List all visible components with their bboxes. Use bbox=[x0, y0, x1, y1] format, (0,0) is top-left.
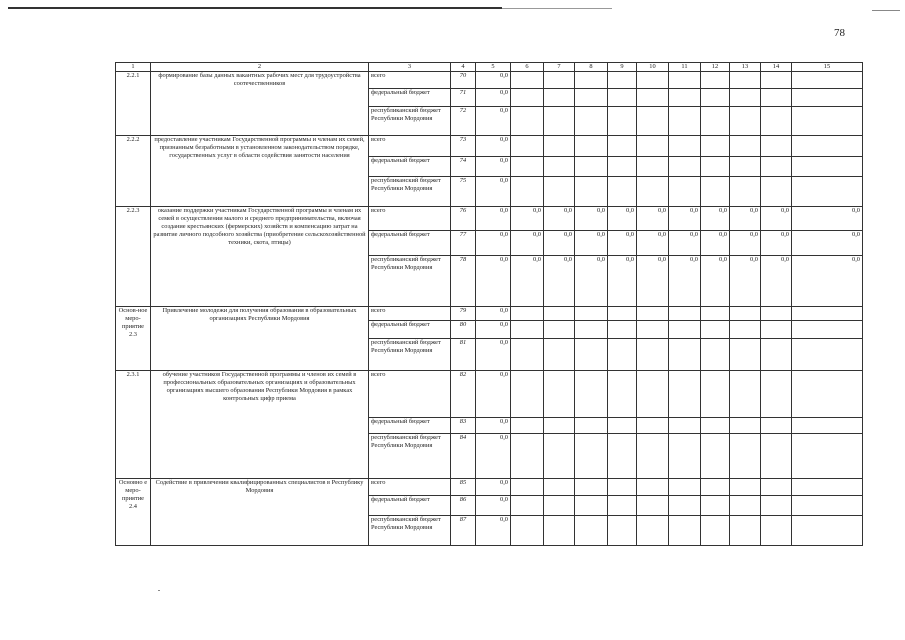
value-cell bbox=[669, 434, 701, 479]
activity-name: обучение участников Государственной программы и членов их семей в профессиональных образовательных организациях и образовательных организациях высшего образования Республики Мордовия в рамках контрольных цифр приема bbox=[151, 371, 369, 479]
value-cell bbox=[637, 107, 669, 136]
value-cell bbox=[575, 434, 608, 479]
value-cell bbox=[608, 434, 637, 479]
value-cell: 0,0 bbox=[476, 339, 511, 371]
value-cell bbox=[637, 89, 669, 107]
value-cell bbox=[511, 479, 544, 496]
value-cell bbox=[575, 136, 608, 157]
value-cell: 0,0 bbox=[476, 479, 511, 496]
line-code: 75 bbox=[451, 177, 476, 207]
funding-source: республиканский бюджет Республики Мордовия bbox=[369, 434, 451, 479]
value-cell bbox=[575, 479, 608, 496]
table-row bbox=[116, 479, 863, 496]
value-cell bbox=[761, 479, 792, 496]
funding-source: федеральный бюджет bbox=[369, 418, 451, 434]
header-cell: 3 bbox=[369, 63, 451, 72]
value-cell bbox=[544, 479, 575, 496]
right-rule bbox=[872, 10, 900, 11]
header-cell: 10 bbox=[637, 63, 669, 72]
item-number: 2.2.1 bbox=[116, 72, 151, 136]
header-cell: 14 bbox=[761, 63, 792, 72]
page-number: 78 bbox=[834, 27, 845, 39]
line-code: 76 bbox=[451, 207, 476, 231]
value-cell: 0,0 bbox=[701, 256, 730, 307]
line-code: 83 bbox=[451, 418, 476, 434]
value-cell bbox=[608, 371, 637, 418]
value-cell bbox=[701, 307, 730, 321]
activity-name: формирование базы данных вакантных рабочих мест для трудоустройства соотечественников bbox=[151, 72, 369, 136]
value-cell bbox=[669, 371, 701, 418]
value-cell bbox=[792, 177, 863, 207]
value-cell bbox=[637, 434, 669, 479]
funding-source: всего bbox=[369, 307, 451, 321]
header-cell: 12 bbox=[701, 63, 730, 72]
value-cell bbox=[637, 177, 669, 207]
value-cell bbox=[730, 307, 761, 321]
line-code: 79 bbox=[451, 307, 476, 321]
line-code: 78 bbox=[451, 256, 476, 307]
value-cell bbox=[637, 371, 669, 418]
value-cell bbox=[792, 72, 863, 89]
line-code: 72 bbox=[451, 107, 476, 136]
line-code: 85 bbox=[451, 479, 476, 496]
header-cell: 5 bbox=[476, 63, 511, 72]
value-cell: 0,0 bbox=[608, 207, 637, 231]
value-cell: 0,0 bbox=[476, 136, 511, 157]
value-cell bbox=[608, 339, 637, 371]
line-code: 82 bbox=[451, 371, 476, 418]
line-code: 84 bbox=[451, 434, 476, 479]
value-cell bbox=[669, 496, 701, 516]
value-cell bbox=[701, 516, 730, 546]
value-cell bbox=[669, 157, 701, 177]
value-cell bbox=[637, 321, 669, 339]
value-cell bbox=[701, 136, 730, 157]
value-cell bbox=[792, 89, 863, 107]
value-cell bbox=[544, 72, 575, 89]
header-cell: 15 bbox=[792, 63, 863, 72]
value-cell bbox=[669, 177, 701, 207]
value-cell bbox=[730, 496, 761, 516]
header-cell: 8 bbox=[575, 63, 608, 72]
value-cell bbox=[575, 321, 608, 339]
value-cell: 0,0 bbox=[608, 231, 637, 256]
value-cell: 0,0 bbox=[476, 107, 511, 136]
value-cell bbox=[511, 157, 544, 177]
value-cell bbox=[637, 157, 669, 177]
value-cell bbox=[511, 339, 544, 371]
line-code: 71 bbox=[451, 89, 476, 107]
value-cell bbox=[637, 479, 669, 496]
line-code: 77 bbox=[451, 231, 476, 256]
value-cell: 0,0 bbox=[730, 256, 761, 307]
value-cell bbox=[761, 321, 792, 339]
value-cell bbox=[761, 371, 792, 418]
value-cell: 0,0 bbox=[637, 231, 669, 256]
value-cell bbox=[669, 107, 701, 136]
budget-table bbox=[115, 62, 863, 546]
value-cell bbox=[544, 136, 575, 157]
value-cell bbox=[761, 177, 792, 207]
value-cell bbox=[761, 339, 792, 371]
value-cell bbox=[575, 107, 608, 136]
value-cell bbox=[608, 177, 637, 207]
value-cell bbox=[608, 496, 637, 516]
value-cell bbox=[575, 307, 608, 321]
line-code: 70 bbox=[451, 72, 476, 89]
value-cell: 0,0 bbox=[637, 256, 669, 307]
item-number: 2.3.1 bbox=[116, 371, 151, 479]
line-code: 87 bbox=[451, 516, 476, 546]
value-cell bbox=[761, 307, 792, 321]
line-code: 73 bbox=[451, 136, 476, 157]
value-cell bbox=[575, 157, 608, 177]
value-cell bbox=[575, 339, 608, 371]
value-cell: 0,0 bbox=[669, 231, 701, 256]
value-cell bbox=[761, 107, 792, 136]
value-cell bbox=[792, 418, 863, 434]
value-cell: 0,0 bbox=[476, 321, 511, 339]
value-cell: 0,0 bbox=[544, 231, 575, 256]
value-cell bbox=[511, 516, 544, 546]
value-cell bbox=[761, 418, 792, 434]
value-cell bbox=[608, 107, 637, 136]
header-cell: 4 bbox=[451, 63, 476, 72]
value-cell bbox=[575, 516, 608, 546]
activity-name: Содействие в привлечении квалифицированных специалистов в Республику Мордовия bbox=[151, 479, 369, 546]
value-cell: 0,0 bbox=[730, 231, 761, 256]
value-cell bbox=[544, 371, 575, 418]
value-cell bbox=[511, 496, 544, 516]
value-cell bbox=[730, 157, 761, 177]
header-cell: 13 bbox=[730, 63, 761, 72]
value-cell bbox=[701, 339, 730, 371]
value-cell bbox=[792, 479, 863, 496]
line-code: 86 bbox=[451, 496, 476, 516]
value-cell: 0,0 bbox=[476, 371, 511, 418]
funding-source: федеральный бюджет bbox=[369, 89, 451, 107]
value-cell bbox=[575, 371, 608, 418]
funding-source: республиканский бюджет Республики Мордовия bbox=[369, 256, 451, 307]
value-cell bbox=[761, 516, 792, 546]
value-cell bbox=[511, 371, 544, 418]
value-cell: 0,0 bbox=[761, 256, 792, 307]
value-cell bbox=[575, 418, 608, 434]
funding-source: всего bbox=[369, 371, 451, 418]
activity-name: предоставление участникам Государственной программы и членам их семей, признанным безработными в установленном законодательством порядке, государственных услуг в области содействия занятости населения bbox=[151, 136, 369, 207]
value-cell bbox=[608, 418, 637, 434]
value-cell: 0,0 bbox=[511, 256, 544, 307]
value-cell bbox=[669, 418, 701, 434]
value-cell bbox=[701, 496, 730, 516]
table-row bbox=[116, 371, 863, 418]
value-cell bbox=[511, 136, 544, 157]
value-cell bbox=[575, 72, 608, 89]
value-cell bbox=[544, 107, 575, 136]
value-cell: 0,0 bbox=[669, 207, 701, 231]
value-cell bbox=[637, 72, 669, 89]
funding-source: республиканский бюджет Республики Мордовия bbox=[369, 177, 451, 207]
value-cell: 0,0 bbox=[669, 256, 701, 307]
value-cell bbox=[701, 434, 730, 479]
scan-speck bbox=[158, 590, 160, 591]
value-cell: 0,0 bbox=[575, 231, 608, 256]
value-cell bbox=[730, 371, 761, 418]
value-cell bbox=[792, 157, 863, 177]
value-cell: 0,0 bbox=[476, 72, 511, 89]
table-row bbox=[116, 136, 863, 157]
value-cell bbox=[730, 72, 761, 89]
value-cell bbox=[792, 371, 863, 418]
value-cell bbox=[669, 72, 701, 89]
value-cell: 0,0 bbox=[792, 231, 863, 256]
funding-source: федеральный бюджет bbox=[369, 496, 451, 516]
value-cell bbox=[701, 89, 730, 107]
value-cell: 0,0 bbox=[476, 89, 511, 107]
item-number: 2.2.2 bbox=[116, 136, 151, 207]
item-number: Основ-ное меро-приятие 2.3 bbox=[116, 307, 151, 371]
value-cell bbox=[701, 321, 730, 339]
value-cell bbox=[575, 496, 608, 516]
value-cell bbox=[669, 479, 701, 496]
value-cell bbox=[701, 107, 730, 136]
value-cell bbox=[792, 516, 863, 546]
value-cell bbox=[761, 496, 792, 516]
funding-source: федеральный бюджет bbox=[369, 321, 451, 339]
activity-name: оказание поддержки участникам Государственной программы и членам их семей в осуществлении малого и среднего предпринимательства, включая создание крестьянских (фермерских) хозяйств и компенсацию затрат на развитие личного подсобного хозяйства (приобретение сельскохозяйственной техники, скота, птицы) bbox=[151, 207, 369, 307]
value-cell: 0,0 bbox=[701, 207, 730, 231]
header-cell: 9 bbox=[608, 63, 637, 72]
value-cell bbox=[637, 496, 669, 516]
value-cell bbox=[730, 89, 761, 107]
value-cell: 0,0 bbox=[476, 516, 511, 546]
header-row bbox=[116, 63, 863, 72]
value-cell bbox=[544, 307, 575, 321]
funding-source: всего bbox=[369, 479, 451, 496]
activity-name: Привлечение молодежи для получения образования в образовательных организациях Республики Мордовия bbox=[151, 307, 369, 371]
value-cell bbox=[669, 89, 701, 107]
value-cell: 0,0 bbox=[476, 157, 511, 177]
value-cell bbox=[637, 136, 669, 157]
value-cell bbox=[637, 418, 669, 434]
value-cell bbox=[608, 72, 637, 89]
funding-source: федеральный бюджет bbox=[369, 157, 451, 177]
value-cell bbox=[511, 418, 544, 434]
value-cell bbox=[544, 339, 575, 371]
value-cell bbox=[701, 72, 730, 89]
line-code: 80 bbox=[451, 321, 476, 339]
value-cell: 0,0 bbox=[730, 207, 761, 231]
value-cell bbox=[701, 418, 730, 434]
value-cell bbox=[730, 321, 761, 339]
value-cell bbox=[669, 516, 701, 546]
value-cell: 0,0 bbox=[476, 434, 511, 479]
value-cell bbox=[669, 321, 701, 339]
funding-source: всего bbox=[369, 72, 451, 89]
value-cell bbox=[730, 418, 761, 434]
value-cell bbox=[511, 307, 544, 321]
top-rule bbox=[8, 7, 502, 9]
value-cell bbox=[669, 307, 701, 321]
header-cell: 1 bbox=[116, 63, 151, 72]
value-cell bbox=[761, 157, 792, 177]
value-cell bbox=[544, 434, 575, 479]
value-cell: 0,0 bbox=[575, 256, 608, 307]
header-cell: 6 bbox=[511, 63, 544, 72]
value-cell: 0,0 bbox=[511, 231, 544, 256]
funding-source: республиканский бюджет Республики Мордовия bbox=[369, 107, 451, 136]
table-row bbox=[116, 72, 863, 89]
value-cell: 0,0 bbox=[476, 231, 511, 256]
value-cell: 0,0 bbox=[544, 207, 575, 231]
value-cell bbox=[669, 339, 701, 371]
value-cell bbox=[792, 321, 863, 339]
funding-source: всего bbox=[369, 207, 451, 231]
value-cell bbox=[544, 157, 575, 177]
value-cell bbox=[761, 89, 792, 107]
value-cell: 0,0 bbox=[792, 207, 863, 231]
value-cell bbox=[792, 136, 863, 157]
value-cell bbox=[608, 136, 637, 157]
value-cell bbox=[511, 107, 544, 136]
value-cell bbox=[575, 177, 608, 207]
value-cell bbox=[669, 136, 701, 157]
value-cell bbox=[544, 516, 575, 546]
value-cell: 0,0 bbox=[575, 207, 608, 231]
value-cell bbox=[511, 321, 544, 339]
value-cell: 0,0 bbox=[637, 207, 669, 231]
header-cell: 11 bbox=[669, 63, 701, 72]
value-cell bbox=[792, 434, 863, 479]
value-cell bbox=[637, 307, 669, 321]
value-cell: 0,0 bbox=[792, 256, 863, 307]
value-cell bbox=[608, 307, 637, 321]
value-cell bbox=[608, 516, 637, 546]
value-cell bbox=[730, 136, 761, 157]
top-rule-thin bbox=[502, 8, 612, 9]
funding-source: федеральный бюджет bbox=[369, 231, 451, 256]
value-cell bbox=[511, 72, 544, 89]
value-cell bbox=[511, 89, 544, 107]
value-cell bbox=[544, 418, 575, 434]
value-cell: 0,0 bbox=[476, 496, 511, 516]
value-cell bbox=[544, 89, 575, 107]
value-cell bbox=[701, 157, 730, 177]
value-cell bbox=[701, 371, 730, 418]
value-cell: 0,0 bbox=[761, 231, 792, 256]
value-cell bbox=[511, 434, 544, 479]
value-cell: 0,0 bbox=[476, 207, 511, 231]
table-body bbox=[116, 63, 863, 546]
value-cell bbox=[792, 307, 863, 321]
value-cell bbox=[637, 339, 669, 371]
value-cell bbox=[575, 89, 608, 107]
value-cell bbox=[544, 177, 575, 207]
value-cell: 0,0 bbox=[701, 231, 730, 256]
value-cell: 0,0 bbox=[544, 256, 575, 307]
value-cell: 0,0 bbox=[761, 207, 792, 231]
value-cell bbox=[701, 177, 730, 207]
value-cell bbox=[730, 339, 761, 371]
item-number: Основно е меро-приятие 2.4 bbox=[116, 479, 151, 546]
value-cell bbox=[730, 479, 761, 496]
value-cell bbox=[730, 434, 761, 479]
header-cell: 2 bbox=[151, 63, 369, 72]
value-cell: 0,0 bbox=[608, 256, 637, 307]
funding-source: республиканский бюджет Республики Мордовия bbox=[369, 339, 451, 371]
value-cell bbox=[608, 157, 637, 177]
value-cell bbox=[792, 107, 863, 136]
value-cell bbox=[730, 516, 761, 546]
value-cell bbox=[637, 516, 669, 546]
value-cell: 0,0 bbox=[476, 256, 511, 307]
value-cell bbox=[608, 89, 637, 107]
table-row bbox=[116, 307, 863, 321]
table-row bbox=[116, 207, 863, 231]
value-cell: 0,0 bbox=[476, 307, 511, 321]
value-cell bbox=[792, 339, 863, 371]
value-cell: 0,0 bbox=[476, 418, 511, 434]
line-code: 81 bbox=[451, 339, 476, 371]
value-cell bbox=[761, 434, 792, 479]
funding-source: всего bbox=[369, 136, 451, 157]
value-cell bbox=[608, 479, 637, 496]
value-cell bbox=[761, 136, 792, 157]
value-cell bbox=[730, 177, 761, 207]
value-cell bbox=[701, 479, 730, 496]
value-cell bbox=[792, 496, 863, 516]
value-cell bbox=[761, 72, 792, 89]
value-cell bbox=[544, 496, 575, 516]
item-number: 2.2.3 bbox=[116, 207, 151, 307]
header-cell: 7 bbox=[544, 63, 575, 72]
value-cell: 0,0 bbox=[511, 207, 544, 231]
value-cell bbox=[608, 321, 637, 339]
value-cell bbox=[511, 177, 544, 207]
line-code: 74 bbox=[451, 157, 476, 177]
value-cell: 0,0 bbox=[476, 177, 511, 207]
funding-source: республиканский бюджет Республики Мордовия bbox=[369, 516, 451, 546]
value-cell bbox=[544, 321, 575, 339]
value-cell bbox=[730, 107, 761, 136]
